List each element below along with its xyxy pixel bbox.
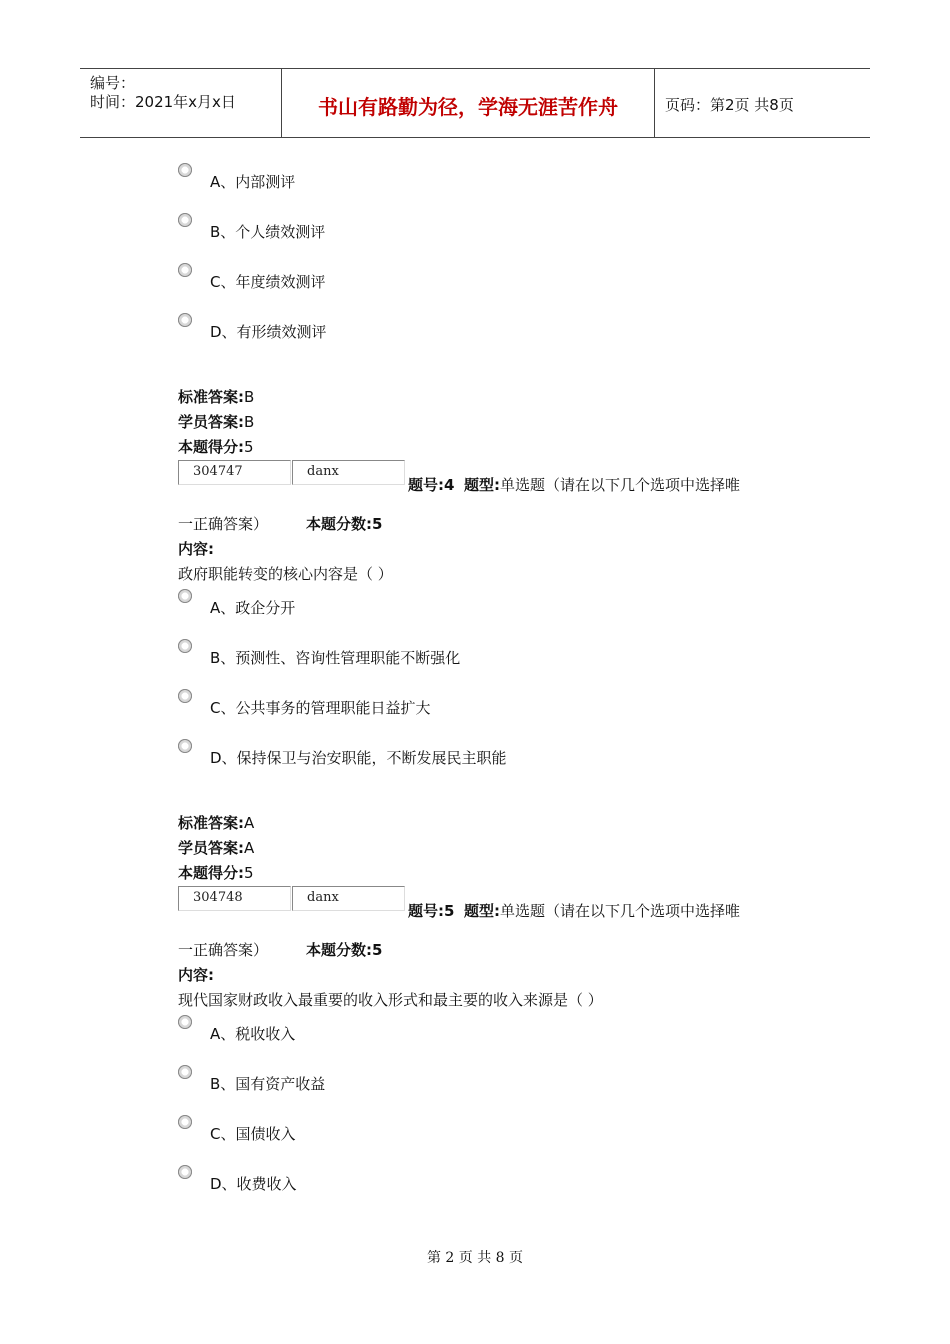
q4-student-answer xyxy=(178,837,254,858)
radio-icon[interactable] xyxy=(178,1065,192,1079)
page-footer: 第 2 页 共 8 页 xyxy=(426,1250,524,1266)
page-number-label: 页码：第2页 共8页 xyxy=(665,96,794,114)
score-value: 5 xyxy=(244,864,254,882)
radio-icon[interactable] xyxy=(178,689,192,703)
header-page-cell xyxy=(655,69,870,137)
score-label: 本题得分: xyxy=(178,438,244,456)
question-type-label: 题型: xyxy=(463,476,500,494)
option-label: A、政企分开 xyxy=(210,599,296,617)
page-header xyxy=(80,68,870,138)
radio-icon[interactable] xyxy=(178,1115,192,1129)
question-type-text-cont: 一正确答案） xyxy=(178,515,269,533)
option-label: C、国债收入 xyxy=(210,1125,296,1143)
standard-answer-value: B xyxy=(244,388,255,406)
question-points: 本题分数:5 xyxy=(306,941,383,959)
radio-icon[interactable] xyxy=(178,589,192,603)
q3-standard-answer xyxy=(178,386,254,407)
q5-meta-cont xyxy=(178,939,382,960)
q4-id-field[interactable]: 304747 xyxy=(178,460,291,485)
standard-answer-value: A xyxy=(244,814,255,832)
q4-standard-answer xyxy=(178,812,254,833)
option-label: D、有形绩效测评 xyxy=(210,323,327,341)
question-type-text-cont: 一正确答案） xyxy=(178,941,269,959)
q5-content-label: 内容: xyxy=(178,966,214,984)
question-number: 题号:5 xyxy=(408,902,455,920)
q4-meta xyxy=(408,474,740,495)
q4-score xyxy=(178,862,254,883)
score-label: 本题得分: xyxy=(178,864,244,882)
question-number: 题号:4 xyxy=(408,476,455,494)
q5-type-field[interactable]: danx xyxy=(292,886,405,911)
student-answer-label: 学员答案: xyxy=(178,839,244,857)
radio-icon[interactable] xyxy=(178,639,192,653)
header-motto-cell xyxy=(282,69,655,137)
radio-icon[interactable] xyxy=(178,213,192,227)
q4-content-label: 内容: xyxy=(178,540,214,558)
option-label: D、收费收入 xyxy=(210,1175,297,1193)
option-label: A、内部测评 xyxy=(210,173,296,191)
option-label: C、公共事务的管理职能日益扩大 xyxy=(210,699,431,717)
standard-answer-label: 标准答案: xyxy=(178,814,244,832)
q5-id-field[interactable]: 304748 xyxy=(178,886,291,911)
standard-answer-label: 标准答案: xyxy=(178,388,244,406)
radio-icon[interactable] xyxy=(178,163,192,177)
question-type-text: 单选题（请在以下几个选项中选择唯 xyxy=(499,476,740,494)
option-label: C、年度绩效测评 xyxy=(210,273,326,291)
question-type-text: 单选题（请在以下几个选项中选择唯 xyxy=(499,902,740,920)
question-points: 本题分数:5 xyxy=(306,515,383,533)
student-answer-label: 学员答案: xyxy=(178,413,244,431)
q3-student-answer xyxy=(178,411,254,432)
q4-question-text: 政府职能转变的核心内容是（ ） xyxy=(178,565,393,583)
motto: 书山有路勤为径，学海无涯苦作舟 xyxy=(318,95,618,119)
score-value: 5 xyxy=(244,438,254,456)
q4-meta-cont xyxy=(178,513,382,534)
option-label: A、税收收入 xyxy=(210,1025,296,1043)
q4-type-field[interactable]: danx xyxy=(292,460,405,485)
question-type-label: 题型: xyxy=(463,902,500,920)
student-answer-value: B xyxy=(244,413,255,431)
q5-meta xyxy=(408,900,740,921)
time-label: 时间：2021年x月x日 xyxy=(90,93,236,111)
option-label: B、个人绩效测评 xyxy=(210,223,326,241)
radio-icon[interactable] xyxy=(178,313,192,327)
radio-icon[interactable] xyxy=(178,263,192,277)
option-label: D、保持保卫与治安职能，不断发展民主职能 xyxy=(210,749,507,767)
option-label: B、国有资产收益 xyxy=(210,1075,326,1093)
radio-icon[interactable] xyxy=(178,1165,192,1179)
student-answer-value: A xyxy=(244,839,255,857)
q5-question-text: 现代国家财政收入最重要的收入形式和最主要的收入来源是（ ） xyxy=(178,991,603,1009)
number-label: 编号： xyxy=(90,74,136,92)
radio-icon[interactable] xyxy=(178,1015,192,1029)
option-label: B、预测性、咨询性管理职能不断强化 xyxy=(210,649,461,667)
q3-score xyxy=(178,436,254,457)
header-info-cell xyxy=(80,69,282,137)
radio-icon[interactable] xyxy=(178,739,192,753)
